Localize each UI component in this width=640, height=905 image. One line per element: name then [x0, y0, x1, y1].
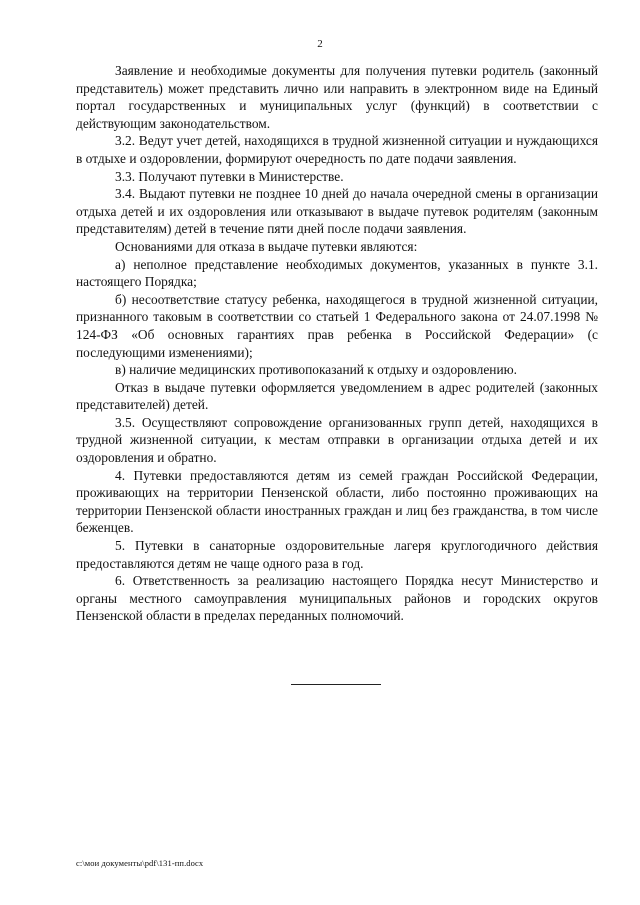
paragraph-ground-v: в) наличие медицинских противопоказаний к отдыху и оздоровлению.: [115, 362, 517, 378]
paragraph-refusal-notice: Отказ в выдаче путевки оформляется уведомлением в адрес родителей (законных представителей) детей.: [76, 379, 598, 413]
paragraph-ground-a: а) неполное представление необходимых документов, указанных в пункте 3.1. настоящего Порядка;: [76, 256, 598, 290]
paragraph-4: 4. Путевки предоставляются детям из семей граждан Российской Федерации, проживающих на территории Пензенской области, либо постоянно проживающих на территории Пензенской области иностранных граждан и лиц без гражданства, в том числе беженцев.: [76, 467, 598, 536]
end-divider-line: [291, 684, 381, 685]
paragraph-3-5: 3.5. Осуществляют сопровождение организованных групп детей, находящихся в трудной жизненной ситуации, к местам отправки в организации отдыха детей и их оздоровления и обратно.: [76, 414, 598, 466]
document-body: [76, 62, 598, 625]
footer-file-path: c:\мои документы\pdf\131-пп.docx: [76, 858, 204, 868]
paragraph-5: 5. Путевки в санаторные оздоровительные лагеря круглогодичного действия предоставляются детям не чаще одного раза в год.: [76, 538, 598, 571]
page-number: 2: [317, 38, 323, 50]
paragraph-6: 6. Ответственность за реализацию настоящего Порядка несут Министерство и органы местного самоуправления муниципальных районов и городских округов Пензенской области в пределах переданных полномочий.: [76, 573, 598, 624]
paragraph-ground-b: б) несоответствие статусу ребенка, находящегося в трудной жизненной ситуации, признанного таковым в соответствии со статьей 1 Федерального закона от 24.07.1998 № 124-ФЗ «Об основных гарантиях прав ребенка в Российской Федерации» (с последующими изменениями);: [76, 291, 598, 360]
paragraph-3-3: 3.3. Получают путевки в Министерстве.: [115, 168, 344, 184]
paragraph-application: Заявление и необходимые документы для получения путевки родитель (законный представитель) может представить лично или направить в электронном виде на Единый портал государственных и муниципальных услуг (функций) в соответствии с действующим законодательством.: [76, 63, 598, 131]
paragraph-refusal-grounds: Основаниями для отказа в выдаче путевки являются:: [115, 238, 418, 254]
paragraph-3-4: 3.4. Выдают путевки не позднее 10 дней до начала очередной смены в организации отдыха детей и их оздоровления или отказывают в выдаче путевок родителям (законным представителям) детей в течение пяти дней после подачи заявления.: [76, 186, 598, 237]
paragraph-3-2: 3.2. Ведут учет детей, находящихся в трудной жизненной ситуации и нуждающихся в отдыхе и оздоровлении, формируют очередность по дате подачи заявления.: [76, 133, 598, 166]
